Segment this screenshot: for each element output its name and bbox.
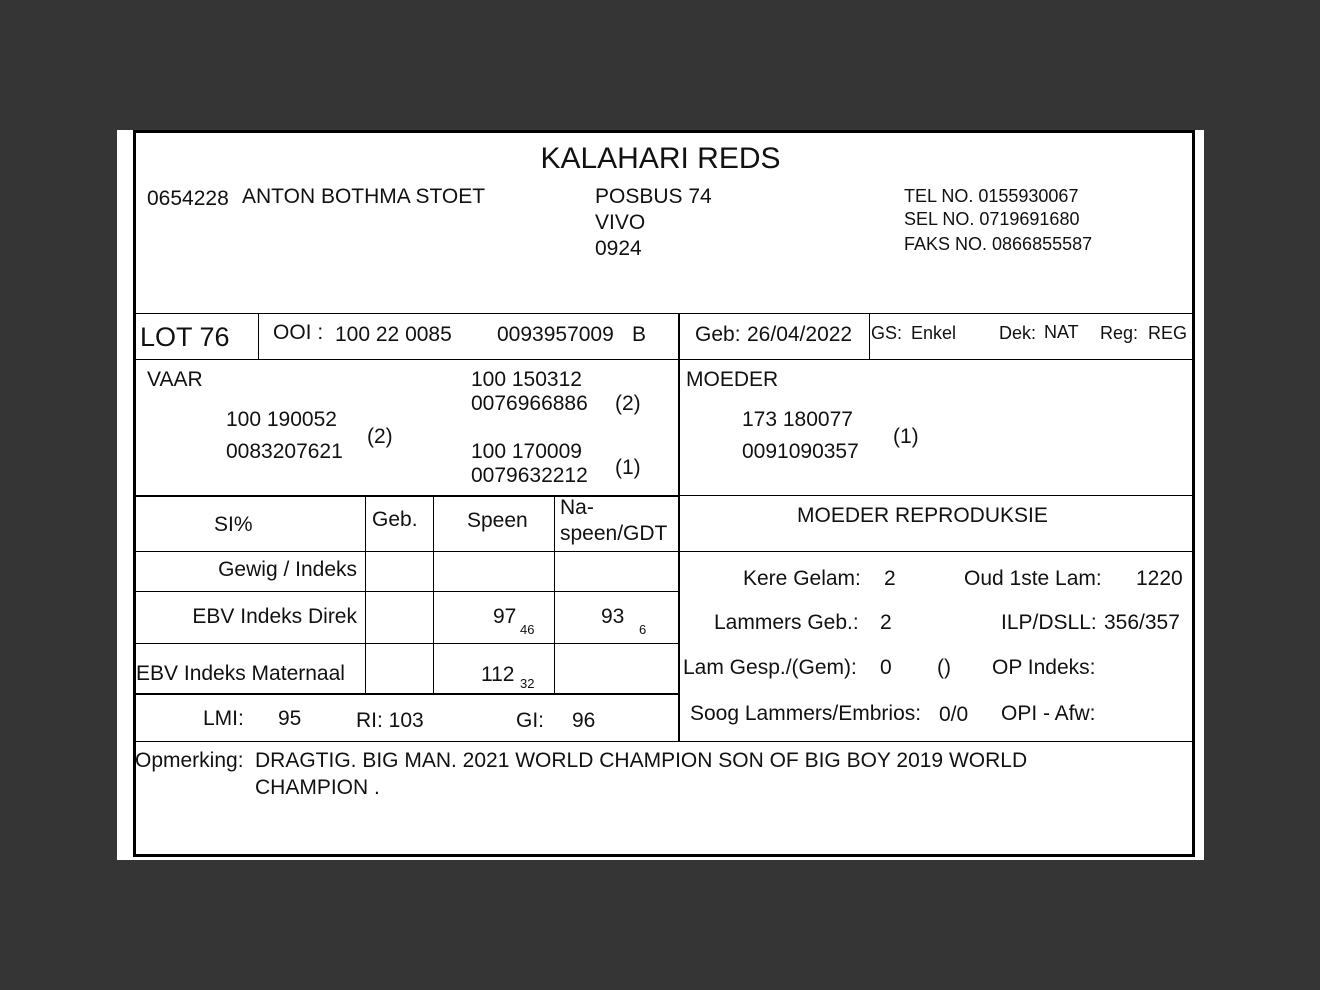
ewe-grade: B xyxy=(632,323,647,346)
lambs-born-label: Lammers Geb.: xyxy=(714,611,859,634)
ebv-direct-post-weaning: 93 xyxy=(601,605,625,628)
ebv-maternal-weaning: 112 xyxy=(481,663,515,686)
sire-dam-grade: (1) xyxy=(615,456,641,479)
sire-sire-id: 0076966886 xyxy=(471,392,588,415)
remarks-line-1: DRAGTIG. BIG MAN. 2021 WORLD CHAMPION SON OF BIG BOY 2019 WORLD xyxy=(255,749,1028,772)
breed-title: KALAHARI REDS xyxy=(540,142,781,175)
fax-number: FAKS NO. 0866855587 xyxy=(904,234,1093,254)
times-lambed: 2 xyxy=(884,567,896,590)
sire-number: 100 190052 xyxy=(226,408,337,431)
rule-header xyxy=(133,313,1195,314)
ebv-direct-weaning: 97 xyxy=(493,605,517,628)
rule-col-speen xyxy=(433,495,434,693)
remarks-line-2: CHAMPION . xyxy=(255,776,380,799)
times-lambed-label: Kere Gelam: xyxy=(743,567,861,590)
lmi-label: LMI: xyxy=(203,707,244,730)
suckled-lambs-label: Soog Lammers/Embrios: xyxy=(690,702,922,725)
address-line-2: VIVO xyxy=(595,211,646,234)
rule-perf-row2 xyxy=(133,643,678,644)
sire-grade: (2) xyxy=(367,425,393,448)
address-line-1: POSBUS 74 xyxy=(595,185,712,208)
lambs-born: 2 xyxy=(880,611,892,634)
sire-sire-grade: (2) xyxy=(615,392,641,415)
lambs-weaned-label: Lam Gesp./(Gem): xyxy=(683,656,857,679)
rule-perf-row3 xyxy=(133,693,678,695)
gi-label: GI: xyxy=(516,709,545,732)
registration-label: Reg: xyxy=(1100,323,1139,343)
opi-deviation-label: OPI - Afw: xyxy=(1001,702,1096,725)
op-index-label: OP Indeks: xyxy=(992,656,1096,679)
mating-label: Dek: xyxy=(999,323,1037,343)
sire-sire-number: 100 150312 xyxy=(471,368,582,391)
sire-dam-number: 100 170009 xyxy=(471,440,582,463)
ewe-number: 100 22 0085 xyxy=(335,323,452,346)
lot-card-sheet xyxy=(117,130,1204,860)
lot-number: LOT 76 xyxy=(140,322,230,352)
stud-name: ANTON BOTHMA STOET xyxy=(242,185,486,208)
dam-reproduction-title: MOEDER REPRODUKSIE xyxy=(797,504,1048,527)
lot-card xyxy=(117,130,1204,860)
dam-section-label: MOEDER xyxy=(686,368,779,391)
birth-status: Enkel xyxy=(911,323,957,343)
birth-status-label: GS: xyxy=(871,323,903,343)
sire-section-label: VAAR xyxy=(147,368,203,391)
rule-lot-divider xyxy=(258,313,259,359)
rule-center xyxy=(678,313,680,741)
rule-geb-divider xyxy=(869,313,870,359)
dam-id: 0091090357 xyxy=(742,440,859,463)
rule-lot xyxy=(133,359,1195,360)
sire-id: 0083207621 xyxy=(226,440,343,463)
mating: NAT xyxy=(1044,322,1079,342)
si-percent-header: SI% xyxy=(214,513,253,536)
rule-perf-row1 xyxy=(133,591,678,592)
age-first-lamb: 1220 xyxy=(1136,567,1183,590)
row-label-ebv-maternal: EBV Indeks Maternaal xyxy=(136,662,345,685)
registration: REG xyxy=(1148,323,1188,343)
lmi-value: 95 xyxy=(278,707,302,730)
lambs-weaned-average: () xyxy=(937,656,951,679)
row-label-weight-index: Gewig / Indeks xyxy=(218,558,357,581)
ewe-id: 0093957009 xyxy=(497,323,614,346)
gi-value: 96 xyxy=(572,709,596,732)
address-line-3: 0924 xyxy=(595,237,642,260)
rule-col-naspeen xyxy=(554,495,555,693)
tel-number: TEL NO. 0155930067 xyxy=(904,186,1079,206)
lambs-weaned: 0 xyxy=(880,656,892,679)
weaning-header: Speen xyxy=(467,509,528,532)
ilp-dsll: 356/357 xyxy=(1104,611,1180,634)
suckled-lambs: 0/0 xyxy=(939,703,969,726)
dam-grade: (1) xyxy=(893,425,919,448)
card-border-right xyxy=(1192,130,1195,857)
ebv-direct-weaning-sub: 46 xyxy=(520,622,535,637)
ri-value: RI: 103 xyxy=(356,709,424,732)
card-border-left xyxy=(133,130,136,857)
birth-date: 26/04/2022 xyxy=(747,323,853,346)
post-weaning-header-2: speen/GDT xyxy=(560,522,668,545)
rule-col-geb xyxy=(365,495,366,693)
ilp-dsll-label: ILP/DSLL: xyxy=(1001,611,1097,634)
rule-pedigree-right xyxy=(678,495,1195,496)
post-weaning-header-1: Na- xyxy=(560,496,594,519)
ewe-label: OOI : xyxy=(273,321,324,344)
remarks-label: Opmerking: xyxy=(135,749,244,772)
ebv-maternal-weaning-sub: 32 xyxy=(520,676,535,691)
rule-remarks xyxy=(133,741,1195,742)
dam-number: 173 180077 xyxy=(742,408,853,431)
age-first-lamb-label: Oud 1ste Lam: xyxy=(964,567,1102,590)
ebv-direct-post-weaning-sub: 6 xyxy=(639,622,647,637)
rule-pedigree xyxy=(133,495,678,497)
card-border-top xyxy=(133,130,1195,133)
member-number: 0654228 xyxy=(147,187,229,210)
sire-dam-id: 0079632212 xyxy=(471,464,588,487)
card-border-bottom xyxy=(133,854,1195,857)
row-label-ebv-direct: EBV Indeks Direk xyxy=(192,605,357,628)
cell-number: SEL NO. 0719691680 xyxy=(904,209,1080,229)
birth-weight-header: Geb. xyxy=(372,508,418,531)
birth-date-label: Geb: xyxy=(695,323,741,346)
rule-perf-header xyxy=(133,551,1195,552)
